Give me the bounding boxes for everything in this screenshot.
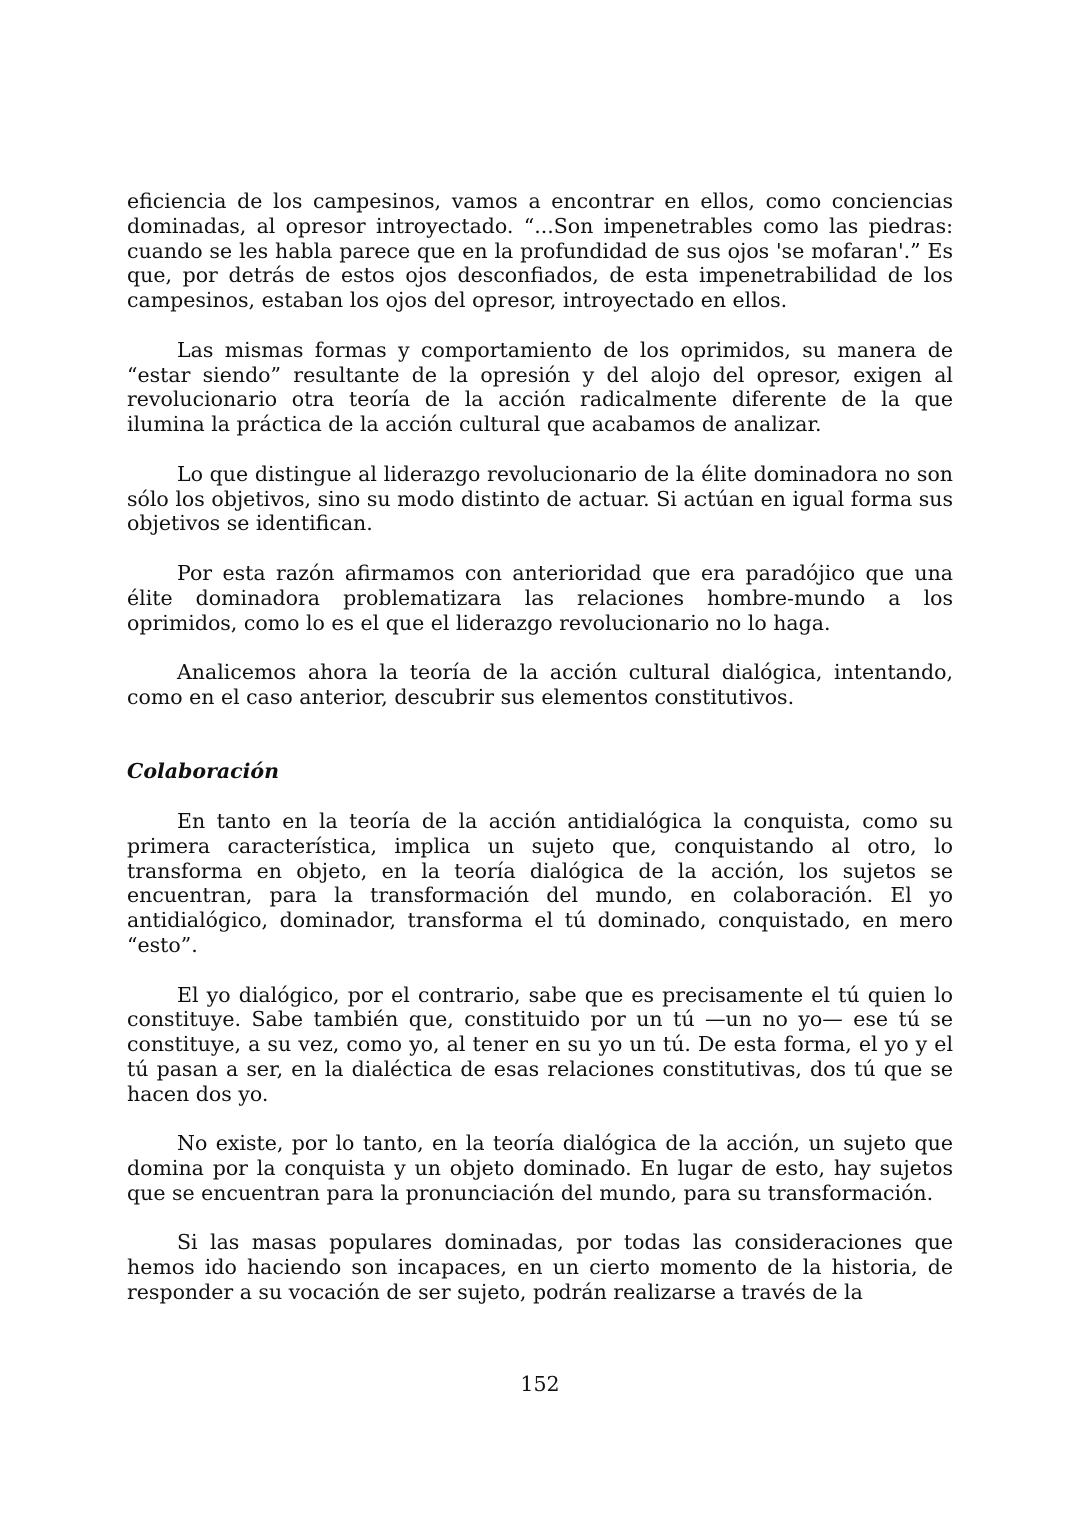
document-body xyxy=(127,189,953,1305)
paragraph: Analicemos ahora la teoría de la acción cultural dialógica, intentando, como en el caso anterior, descubrir sus elementos constitutivos. xyxy=(127,660,953,709)
paragraph: No existe, por lo tanto, en la teoría dialógica de la acción, un sujeto que domina por la conquista y un objeto dominado. En lugar de esto, hay sujetos que se encuentran para la pronunciación del mundo, para su transformación. xyxy=(127,1131,953,1205)
paragraph: Las mismas formas y comportamiento de los oprimidos, su manera de “estar siendo” resultante de la opresión y del alojo del opresor, exigen al revolucionario otra teoría de la acción radicalmente diferente de la que ilumina la práctica de la acción cultural que acabamos de analizar. xyxy=(127,337,953,437)
paragraph-continuation: eficiencia de los campesinos, vamos a encontrar en ellos, como conciencias dominadas, al opresor introyectado. “...Son impenetrables como las piedras: cuando se les habla parece que en la profundidad de sus ojos 'se mofaran'.” Es que, por detrás de estos ojos desconfiados, de esta impenetrabilidad de los campesinos, estaban los ojos del opresor, introyectado en ellos. xyxy=(127,189,953,313)
paragraph: En tanto en la teoría de la acción antidialógica la conquista, como su primera característica, implica un sujeto que, conquistando al otro, lo transforma en objeto, en la teoría dialógica de la acción, los sujetos se encuentran, para la transformación del mundo, en colaboración. El yo antidialógico, dominador, transforma el tú dominado, conquistado, en mero “esto”. xyxy=(127,808,953,957)
page-number: 152 xyxy=(520,1372,560,1396)
paragraph: Por esta razón afirmamos con anterioridad que era paradójico que una élite dominadora problematizara las relaciones hombre-mundo a los oprimidos, como lo es el que el liderazgo revolucionario no lo haga. xyxy=(127,560,953,635)
paragraph: Si las masas populares dominadas, por todas las consideraciones que hemos ido haciendo son incapaces, en un cierto momento de la historia, de responder a su vocación de ser sujeto, podrán realizarse a través de la xyxy=(127,1230,953,1305)
paragraph: El yo dialógico, por el contrario, sabe que es precisamente el tú quien lo constituye. Sabe también que, constituido por un tú —un no yo— ese tú se constituye, a su vez, como yo, al tener en su yo un tú. De esta forma, el yo y el tú pasan a ser, en la dialéctica de esas relaciones constitutivas, dos tú que se hacen dos yo. xyxy=(127,982,953,1106)
paragraph: Lo que distingue al liderazgo revolucionario de la élite dominadora no son sólo los objetivos, sino su modo distinto de actuar. Si actúan en igual forma sus objetivos se identifican. xyxy=(127,461,953,536)
section-heading: Colaboración xyxy=(127,759,279,784)
